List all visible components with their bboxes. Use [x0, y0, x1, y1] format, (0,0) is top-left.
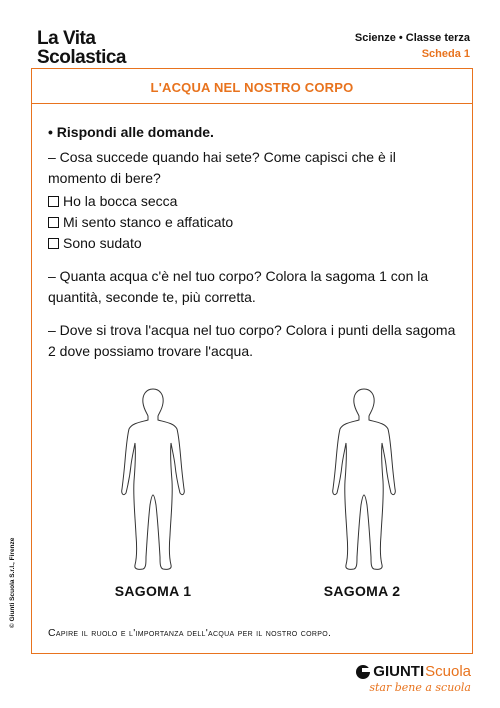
- body-outline-icon: [324, 385, 404, 575]
- instruction: • Rispondi alle domande.: [48, 124, 214, 140]
- subject-label: Scienze • Classe terza: [354, 32, 470, 44]
- option-tired[interactable]: [48, 212, 458, 233]
- worksheet-content: [48, 122, 458, 362]
- question-3: – Dove si trova l'acqua nel tuo corpo? Colora i punti della sagoma 2 dove possiamo trovare l'acqua.: [48, 322, 456, 359]
- checkbox-icon[interactable]: [48, 238, 59, 249]
- silhouette-1-label: SAGOMA 1: [114, 583, 192, 599]
- checkbox-icon[interactable]: [48, 217, 59, 228]
- worksheet-title: L'ACQUA NEL NOSTRO CORPO: [150, 80, 354, 95]
- question-2: – Quanta acqua c'è nel tuo corpo? Colora la sagoma 1 con la quantità, seconde te, più corretta.: [48, 268, 429, 305]
- option-label: Sono sudato: [63, 235, 142, 251]
- magazine-logo: [37, 29, 126, 67]
- silhouette-2-label: SAGOMA 2: [323, 583, 401, 599]
- question-1: – Cosa succede quando hai sete? Come capisci che è il momento di bere?: [48, 149, 396, 186]
- publisher-brand: [356, 663, 471, 694]
- option-label: Mi sento stanco e affaticato: [63, 214, 234, 230]
- brand-part-1: GIUNTI: [373, 663, 425, 680]
- header-info: [355, 30, 470, 62]
- answer-options: [48, 191, 458, 254]
- brand-tagline: star bene a scuola: [369, 681, 471, 694]
- checkbox-icon[interactable]: [48, 196, 59, 207]
- brand-part-2: Scuola: [425, 663, 471, 680]
- giunti-logo-icon: [356, 665, 370, 679]
- silhouette-1[interactable]: [113, 385, 193, 575]
- option-dry-mouth[interactable]: [48, 191, 458, 212]
- silhouette-2[interactable]: [324, 385, 404, 575]
- copyright-notice: © Giunti Scuola S.r.l., Firenze: [9, 537, 16, 628]
- brand-name: [356, 663, 471, 680]
- sheet-number: Scheda 1: [421, 48, 470, 60]
- learning-goal: Capire il ruolo e l'importanza dell'acqua per il nostro corpo.: [48, 627, 332, 639]
- title-divider: [31, 103, 473, 104]
- logo-line-1: La Vita: [37, 28, 96, 49]
- option-label: Ho la bocca secca: [63, 193, 178, 209]
- option-sweaty[interactable]: [48, 233, 458, 254]
- logo-line-2: Scolastica: [37, 47, 126, 68]
- body-outline-icon: [113, 385, 193, 575]
